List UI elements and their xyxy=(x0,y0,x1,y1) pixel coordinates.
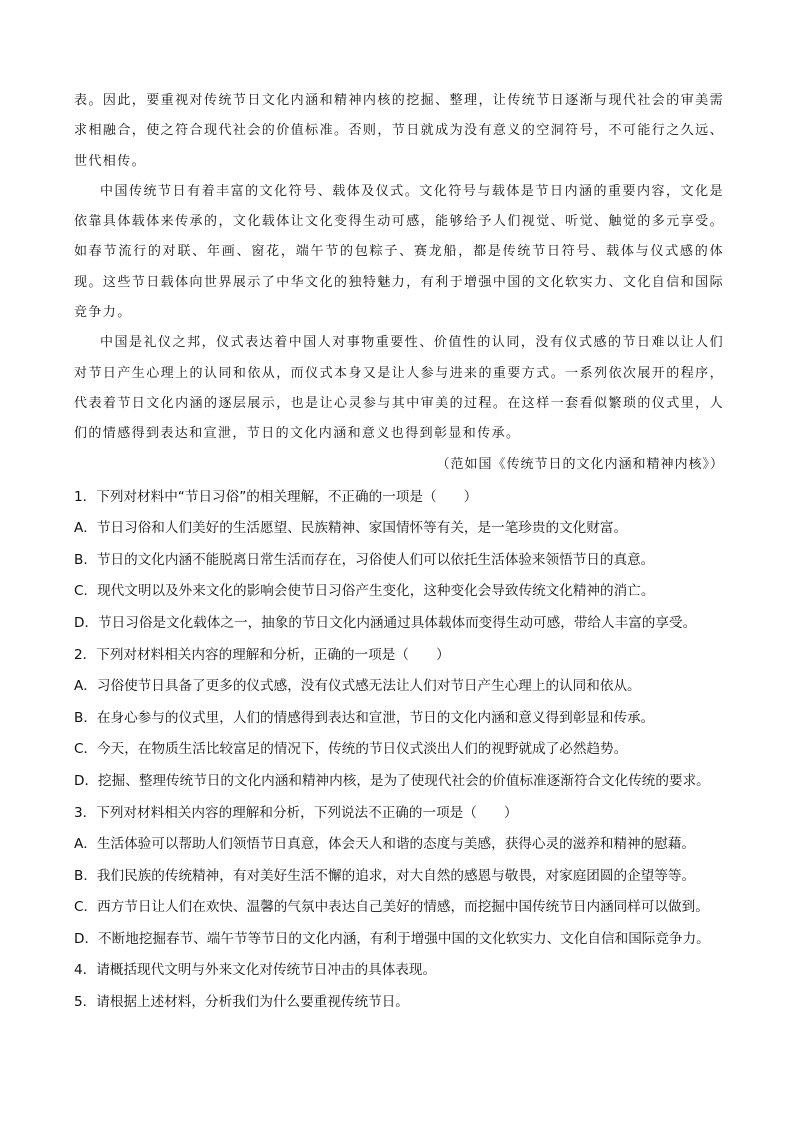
option-d: D．不断地挖掘春节、端午节等节日的文化内涵，有利于增强中国的文化软实力、文化自信和国际竞争力。 xyxy=(74,930,710,947)
passage-paragraph-2: 中国传统节日有着丰富的文化符号、载体及仪式。文化符号与载体是节日内涵的重要内容，文化是依靠具体载体来传承的，文化载体让文化变得生动可感，能够给予人们视觉、听觉、触觉的多元享受。如春节流行的对联、年画、窗花，端午节的包粽子、赛龙船，都是传统节日符号、载体与仪式感的体现。这些节日载体向世界展示了中华文化的独特魅力，有利于增强中国的文化软实力、文化自信和国际竞争力。 xyxy=(74,183,724,321)
passage-paragraph-3: 中国是礼仪之邦，仪式表达着中国人对事物重要性、价值性的认同，没有仪式感的节日难以让人们对节日产生心理上的认同和依从，而仪式本身又是让人参与进来的重要方式。一系列依次展开的程序，代表着节日文化内涵的逐层展示，也是让心灵参与其中审美的过程。在这样一套看似繁琐的仪式里，人们的情感得到表达和宣泄，节日的文化内涵和意义也得到彰显和传承。 xyxy=(74,335,724,442)
question-list xyxy=(74,482,724,1019)
question-stem: 1．下列对材料中“节日习俗”的相关理解，不正确的一项是（ ） xyxy=(74,488,478,505)
option-b: B．节日的文化内涵不能脱离日常生活而存在，习俗使人们可以依托生活体验来领悟节日的真意。 xyxy=(74,551,655,568)
question-stem: 2．下列对材料相关内容的理解和分析，正确的一项是（ ） xyxy=(74,646,450,663)
passage-paragraph-1: 表。因此，要重视对传统节日文化内涵和精神内核的挖掘、整理，让传统节日逐渐与现代社会的审美需求相融合，使之符合现代社会的价值标准。否则，节日就成为没有意义的空洞符号，不可能行之久远、世代相传。 xyxy=(74,93,724,169)
reading-passage xyxy=(74,86,724,480)
option-c: C．现代文明以及外来文化的影响会使节日习俗产生变化，这种变化会导致传统文化精神的消亡。 xyxy=(74,583,655,600)
option-a: A．节日习俗和人们美好的生活愿望、民族精神、家国情怀等有关，是一笔珍贵的文化财富。 xyxy=(74,520,628,537)
passage-source: （范如国《传统节日的文化内涵和精神内核》） xyxy=(436,456,724,472)
question-5: 5．请根据上述材料，分析我们为什么要重视传统节日。 xyxy=(74,994,409,1011)
question-2 xyxy=(74,640,724,798)
option-b: B．我们民族的传统精神，有对美好生活不懈的追求，对大自然的感恩与敬畏，对家庭团圆的企望等等。 xyxy=(74,867,696,884)
question-1 xyxy=(74,482,724,640)
option-b: B．在身心参与的仪式里，人们的情感得到表达和宣泄，节日的文化内涵和意义得到彰显和传承。 xyxy=(74,709,655,726)
option-c: C．西方节日让人们在欢快、温馨的气氛中表达自己美好的情感，而挖掘中国传统节日内涵同样可以做到。 xyxy=(74,899,709,916)
option-d: D．挖掘、整理传统节日的文化内涵和精神内核，是为了使现代社会的价值标准逐渐符合文化传统的要求。 xyxy=(74,772,710,789)
option-a: A．习俗使节日具备了更多的仪式感，没有仪式感无法让人们对节日产生心理上的认同和依从。 xyxy=(74,678,641,695)
option-d: D．节日习俗是文化载体之一，抽象的节日文化内涵通过具体载体而变得生动可感，带给人丰富的享受。 xyxy=(74,614,697,631)
question-3 xyxy=(74,798,724,956)
option-c: C．今天，在物质生活比较富足的情况下，传统的节日仪式淡出人们的视野就成了必然趋势。 xyxy=(74,741,628,758)
question-4: 4．请概括现代文明与外来文化对传统节日冲击的具体表现。 xyxy=(74,962,437,979)
option-a: A．生活体验可以帮助人们领悟节日真意，体会天人和谐的态度与美感，获得心灵的滋养和精神的慰藉。 xyxy=(74,836,696,853)
question-stem: 3．下列对材料相关内容的理解和分析，下列说法不正确的一项是（ ） xyxy=(74,804,518,821)
